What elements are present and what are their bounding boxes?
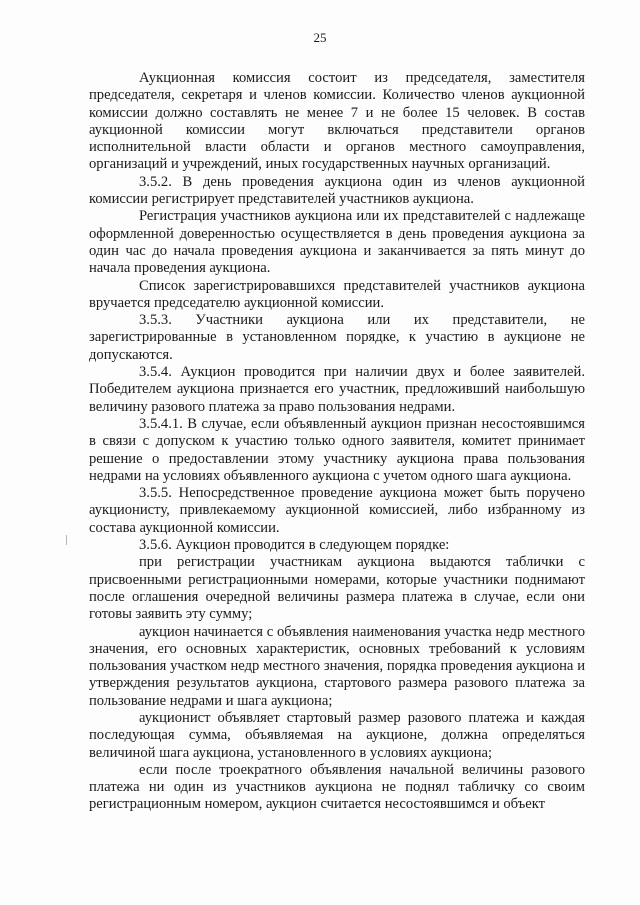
page-number: 25 [313, 30, 327, 45]
margin-mark [66, 535, 67, 545]
paragraph-3-5-2: 3.5.2. В день проведения аукциона один из членов аукционной комиссии регистрирует представителей участников аукциона. [89, 173, 585, 208]
paragraph-auction-start: аукцион начинается с объявления наименования участка недр местного значения, его основных характеристик, основных требований к условиям пользования участком недр местного значения, порядка проведения аукциона и утверждения результатов аукциона, стартового размера разового платежа за пользование недрами и шага аукциона; [89, 623, 585, 709]
paragraph-no-bids: если после троекратного объявления начальной величины разового платежа ни один из участников аукциона не поднял табличку со своим регистрационным номером, аукцион считается несостоявшимся и объект [89, 761, 585, 813]
paragraph-auctioneer: аукционист объявляет стартовый размер разового платежа и каждая последующая сумма, объявляемая на аукционе, должна определяться величиной шага аукциона, установленного в условиях аукциона; [89, 709, 585, 761]
paragraph-commission-composition: Аукционная комиссия состоит из председателя, заместителя председателя, секретаря и членов комиссии. Количество членов аукционной комиссии должно составлять не менее 7 и не более 15 человек. В состав аукционной комиссии могут включаться представители органов исполнительной власти области и органов местного самоуправления, организаций и учреждений, иных государственных научных организаций. [89, 70, 585, 173]
paragraph-3-5-3: 3.5.3. Участники аукциона или их представители, не зарегистрированные в установленном порядке, к участию в аукционе не допускаются. [89, 312, 585, 363]
paragraph-3-5-6: 3.5.6. Аукцион проводится в следующем порядке: [139, 537, 450, 554]
paragraph-registration: Регистрация участников аукциона или их представителей с надлежаще оформленной доверенностью осуществляется в день проведения аукциона за один час до начала проведения аукциона и заканчивается за пять минут до начала проведения аукциона. [89, 208, 585, 277]
paragraph-3-5-4: 3.5.4. Аукцион проводится при наличии двух и более заявителей. Победителем аукциона признается его участник, предложивший наибольшую величину разового платежа за право пользования недрами. [89, 364, 585, 415]
document-body [89, 70, 585, 814]
paragraph-registration-plates: при регистрации участникам аукциона выдаются таблички с присвоенными регистрационными номерами, которые участники поднимают после оглашения очередной величины размера платежа в случае, если они готовы заявить эту сумму; [89, 554, 585, 623]
paragraph-3-5-4-1: 3.5.4.1. В случае, если объявленный аукцион признан несостоявшимся в связи с допуском к участию только одного заявителя, комитет принимает решение о предоставлении этому участнику аукциона права пользования недрами на условиях объявленного аукциона с учетом одного шага аукциона. [89, 415, 585, 484]
paragraph-registered-list: Список зарегистрировавшихся представителей участников аукциона вручается председателю аукционной комиссии. [89, 277, 585, 311]
paragraph-3-5-5: 3.5.5. Непосредственное проведение аукциона может быть поручено аукционисту, привлекаемому аукционной комиссией, либо избранному из состава аукционной комиссии. [89, 485, 585, 536]
